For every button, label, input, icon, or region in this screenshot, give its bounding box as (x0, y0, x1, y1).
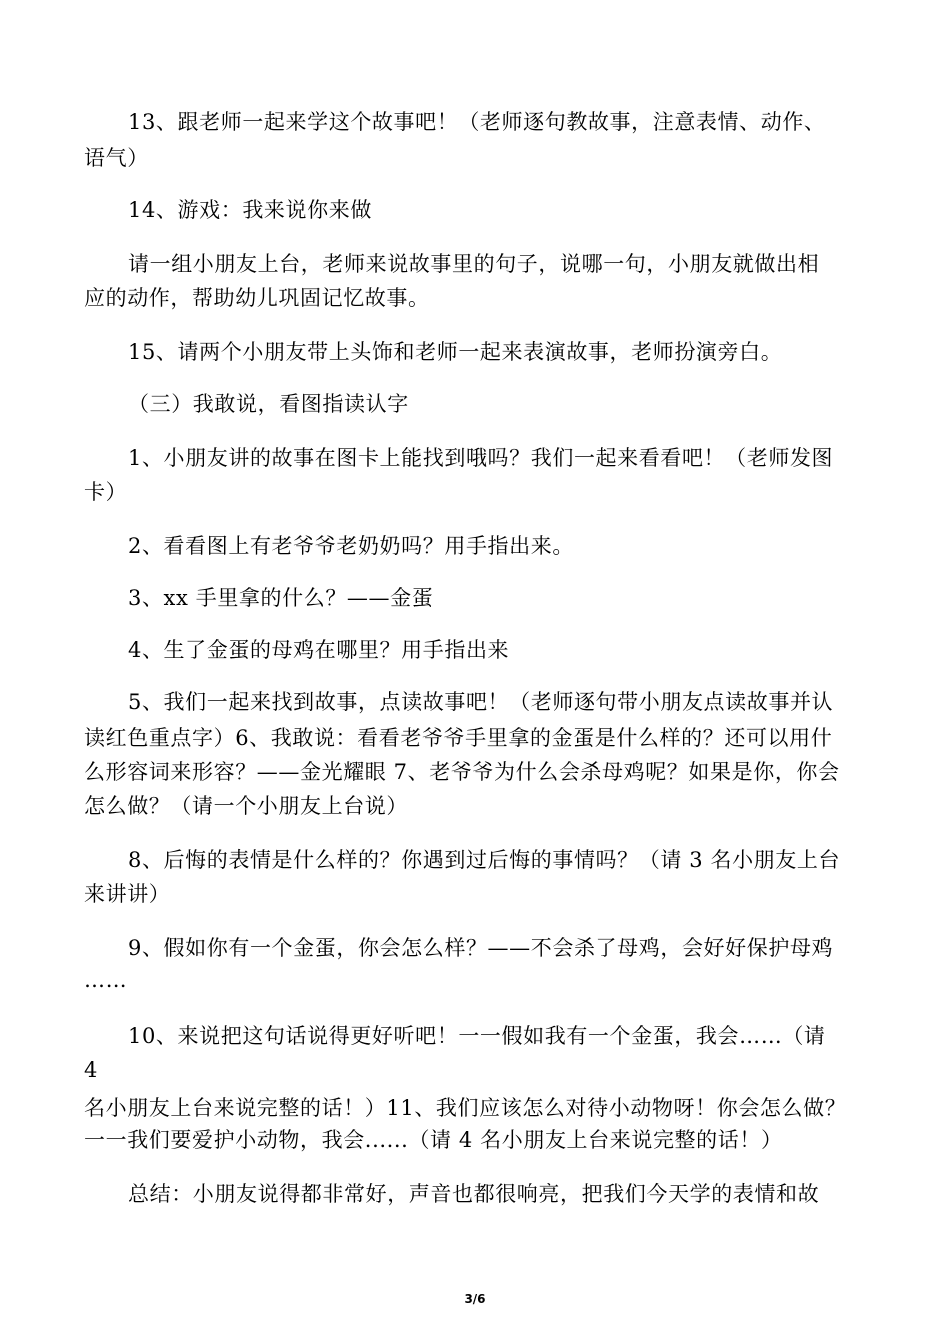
item-10-line-2: 4 (84, 1058, 98, 1082)
item-2-line-1: 2、看看图上有老爷爷老奶奶吗？用手指出来。 (128, 534, 574, 558)
item-5-line-4: 怎么做？（请一个小朋友上台说） (84, 794, 408, 818)
summary-line-1: 总结：小朋友说得都非常好，声音也都很响亮，把我们今天学的表情和故 (128, 1182, 820, 1206)
item-10-line-1: 10、来说把这句话说得更好听吧！一一假如我有一个金蛋，我会……（请 (128, 1024, 826, 1048)
section-heading: （三）我敢说，看图指读认字 (128, 392, 409, 416)
item-4-line-1: 4、生了金蛋的母鸡在哪里？用手指出来 (128, 638, 510, 662)
item-8-line-2: 来讲讲） (84, 882, 171, 906)
paragraph-15-line-1: 15、请两个小朋友带上头饰和老师一起来表演故事，老师扮演旁白。 (128, 340, 783, 364)
item-8-line-1: 8、后悔的表情是什么样的？你遇到过后悔的事情吗？（请 3 名小朋友上台 (128, 848, 841, 872)
item-1-line-1: 1、小朋友讲的故事在图卡上能找到哦吗？我们一起来看看吧！（老师发图 (128, 446, 834, 470)
game-description-line-2: 应的动作，帮助幼儿巩固记忆故事。 (84, 286, 430, 310)
item-5-line-2: 读红色重点字）6、我敢说：看看老爷爷手里拿的金蛋是什么样的？还可以用什 (84, 726, 833, 750)
item-5-line-3: 么形容词来形容？——金光耀眼 7、老爷爷为什么会杀母鸡呢？如果是你，你会 (84, 760, 840, 784)
item-9-line-1: 9、假如你有一个金蛋，你会怎么样？——不会杀了母鸡，会好好保护母鸡 (128, 936, 834, 960)
item-5-line-1: 5、我们一起来找到故事，点读故事吧！（老师逐句带小朋友点读故事并认 (128, 690, 834, 714)
item-10-line-4: 一一我们要爱护小动物，我会......（请 4 名小朋友上台来说完整的话！） (84, 1128, 783, 1152)
paragraph-13-line-2: 语气） (84, 146, 149, 170)
paragraph-13-line-1: 13、跟老师一起来学这个故事吧！（老师逐句教故事，注意表情、动作、 (128, 110, 826, 134)
item-9-line-2: …… (84, 968, 128, 992)
item-3-line-1: 3、xx 手里拿的什么？——金蛋 (128, 586, 434, 610)
item-10-line-3: 名小朋友上台来说完整的话！）11、我们应该怎么对待小动物呀！你会怎么做？ (84, 1096, 847, 1120)
game-description-line-1: 请一组小朋友上台，老师来说故事里的句子，说哪一句，小朋友就做出相 (128, 252, 820, 276)
page-number: 3/6 (464, 1292, 486, 1306)
item-1-line-2: 卡） (84, 480, 128, 504)
paragraph-14-line-1: 14、游戏：我来说你来做 (128, 198, 372, 222)
